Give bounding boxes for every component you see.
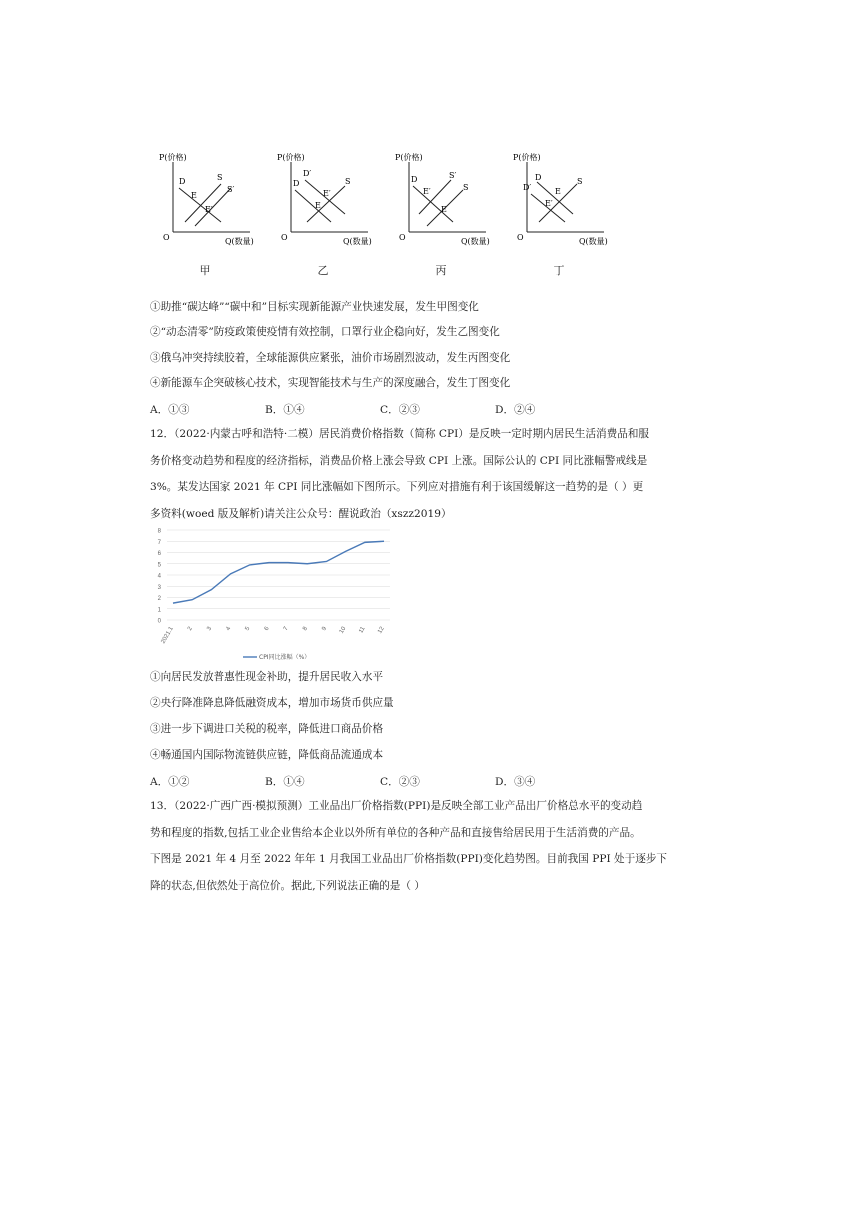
y-tick-label-8: 8: [157, 528, 161, 535]
diagram-yi-caption: 乙: [317, 264, 329, 277]
diagram-yi-label-d-prime: D′: [303, 169, 312, 178]
y-tick-label-2: 2: [157, 596, 161, 602]
x-tick-label-6: 7: [282, 626, 290, 632]
diagram-ding-caption: 丁: [553, 264, 565, 277]
x-tick-label-5: 6: [263, 626, 271, 632]
q13-stem: [150, 793, 690, 899]
diagram-bing-ylabel: P(价格): [395, 153, 423, 162]
x-tick-label-11: 12: [377, 626, 386, 635]
x-tick-label-2: 3: [206, 626, 214, 632]
y-tick-label-5: 5: [157, 562, 161, 569]
diagram-yi-label-e: E: [315, 201, 321, 210]
diagram-yi-label-d: D: [293, 179, 300, 188]
q12-stem-line-1: 12．（2022·内蒙古呼和浩特·二模）居民消费价格指数（简称 CPI）是反映一定时期内居民生活消费品和服: [150, 428, 650, 440]
q12-statement-2: ②央行降准降息降低融资成本，增加市场货币供应量: [150, 697, 394, 709]
diagram-bing-xlabel: Q(数量): [461, 237, 490, 246]
y-tick-label-3: 3: [157, 584, 161, 591]
diagram-ding-xlabel: Q(数量): [579, 237, 608, 246]
q12-option-a[interactable]: A．①②: [150, 776, 190, 788]
diagram-jia-xlabel: Q(数量): [225, 237, 254, 246]
diagram-jia-label-d: D: [179, 177, 186, 186]
diagram-yi-label-s: S: [345, 177, 351, 186]
y-tick-label-4: 4: [157, 573, 161, 580]
x-tick-label-0: 2021.1: [160, 626, 175, 645]
q11-option-d[interactable]: D．②④: [495, 404, 536, 416]
diagram-jia-caption: 甲: [199, 264, 211, 277]
diagram-jia-label-e-prime: E′: [205, 205, 213, 214]
x-tick-label-10: 11: [358, 626, 367, 635]
q11-statement-3: ③俄乌冲突持续胶着，全球能源供应紧张，油价市场剧烈波动，发生丙图变化: [150, 352, 511, 364]
diagram-bing-label-s-prime: S′: [449, 171, 457, 180]
diagram-ding-label-e: E: [555, 187, 561, 196]
q12-stem-line-4: 多资料(woed 版及解析)请关注公众号：醒说政治（xszz2019）: [150, 507, 452, 520]
y-tick-label-0: 0: [157, 618, 161, 625]
diagram-jia-label-s-prime: S′: [227, 185, 235, 194]
q11-statement-4: ④新能源车企突破核心技术，实现智能技术与生产的深度融合，发生丁图变化: [150, 377, 511, 389]
q11-statement-1: ①助推“碳达峰”“碳中和”目标实现新能源产业快速发展，发生甲图变化: [150, 301, 479, 313]
cpi-chart-svg: [145, 522, 405, 667]
y-tick-label-1: 1: [157, 607, 161, 614]
q12-statement-4: ④畅通国内国际物流链供应链，降低商品流通成本: [150, 749, 384, 761]
diagram-ding-label-s: S: [577, 177, 583, 186]
diagram-jia-label-e: E: [191, 191, 197, 200]
diagram-bing-label-e-prime: E′: [423, 187, 431, 196]
diagram-ding-label-d: D: [535, 173, 542, 182]
diagram-bing-label-s: S: [463, 183, 469, 192]
diagram-yi-xlabel: Q(数量): [343, 237, 372, 246]
diagram-ding: [509, 150, 609, 280]
cpi-line-chart: [145, 522, 405, 667]
diagram-ding-ylabel: P(价格): [513, 153, 541, 162]
q13-stem-line-2: 势和程度的指数,包括工业企业售给本企业以外所有单位的各种产品和直接售给居民用于生活消费的产品。: [150, 826, 641, 839]
x-tick-label-4: 5: [244, 626, 252, 632]
q13-stem-line-3: 下图是 2021 年 4 月至 2022 年年 1 月我国工业品出厂价格指数(PPI)变化趋势图。目前我国 PPI 处于逐步下: [150, 853, 668, 865]
diagram-yi: [273, 150, 373, 280]
diagram-bing-label-e: E: [441, 205, 447, 214]
x-tick-label-9: 10: [338, 626, 348, 635]
diagram-ding-label-e-prime: E′: [545, 199, 553, 208]
diagram-yi-ylabel: P(价格): [277, 153, 305, 162]
diagram-jia-ylabel: P(价格): [159, 153, 187, 162]
q13-stem-line-4: 降的状态,但依然处于高位价。据此,下列说法正确的是（ ）: [150, 879, 425, 892]
q11-option-c[interactable]: C．②③: [380, 404, 420, 416]
q12-statement-3: ③进一步下调进口关税的税率，降低进口商品价格: [150, 723, 384, 735]
diagram-jia: [155, 150, 255, 280]
q11-option-a[interactable]: A．①③: [150, 404, 190, 416]
diagram-yi-origin: O: [281, 233, 288, 242]
q13-stem-line-1: 13．（2022·广西广西·模拟预测）工业品出厂价格指数(PPI)是反映全部工业产品出厂价格总水平的变动趋: [150, 800, 643, 812]
q12-stem-line-3: 3%。某发达国家 2021 年 CPI 同比涨幅如下图所示。下列应对措施有利于该国缓解这一趋势的是（ ）更: [150, 481, 644, 493]
diagram-ding-label-d-prime: D′: [523, 183, 532, 192]
q12-stem: [150, 421, 690, 527]
diagram-ding-origin: O: [517, 233, 524, 242]
x-tick-label-1: 2: [187, 626, 194, 632]
diagram-bing-origin: O: [399, 233, 406, 242]
q12-option-b[interactable]: B．①④: [265, 776, 305, 788]
y-tick-label-7: 7: [157, 539, 161, 546]
q12-statement-1: ①向居民发放普惠性现金补助，提升居民收入水平: [150, 671, 384, 683]
cpi-series-line: [173, 541, 384, 603]
q11-option-b[interactable]: B．①④: [265, 404, 305, 416]
diagram-bing-label-d: D: [411, 175, 418, 184]
diagram-jia-origin: O: [163, 233, 170, 242]
y-tick-label-6: 6: [157, 551, 161, 557]
x-tick-label-3: 4: [225, 626, 233, 632]
x-tick-label-7: 8: [302, 626, 310, 632]
legend-label: CPI同比涨幅（%）: [259, 654, 311, 661]
diagram-bing: [391, 150, 491, 280]
q12-option-c[interactable]: C．②③: [380, 776, 420, 788]
x-tick-label-8: 9: [321, 626, 329, 632]
q12-option-d[interactable]: D．③④: [495, 776, 536, 788]
diagram-jia-label-s: S: [217, 173, 223, 182]
diagram-yi-label-e-prime: E′: [323, 189, 331, 198]
q12-stem-line-2: 务价格变动趋势和程度的经济指标，消费品价格上涨会导致 CPI 上涨。国际公认的 CPI 同比涨幅警戒线是: [150, 454, 648, 467]
diagram-bing-caption: 丙: [435, 264, 447, 277]
q11-statement-2: ②“动态清零”防疫政策使疫情有效控制，口罩行业企稳向好，发生乙图变化: [150, 326, 500, 338]
supply-demand-diagrams: [155, 150, 615, 280]
